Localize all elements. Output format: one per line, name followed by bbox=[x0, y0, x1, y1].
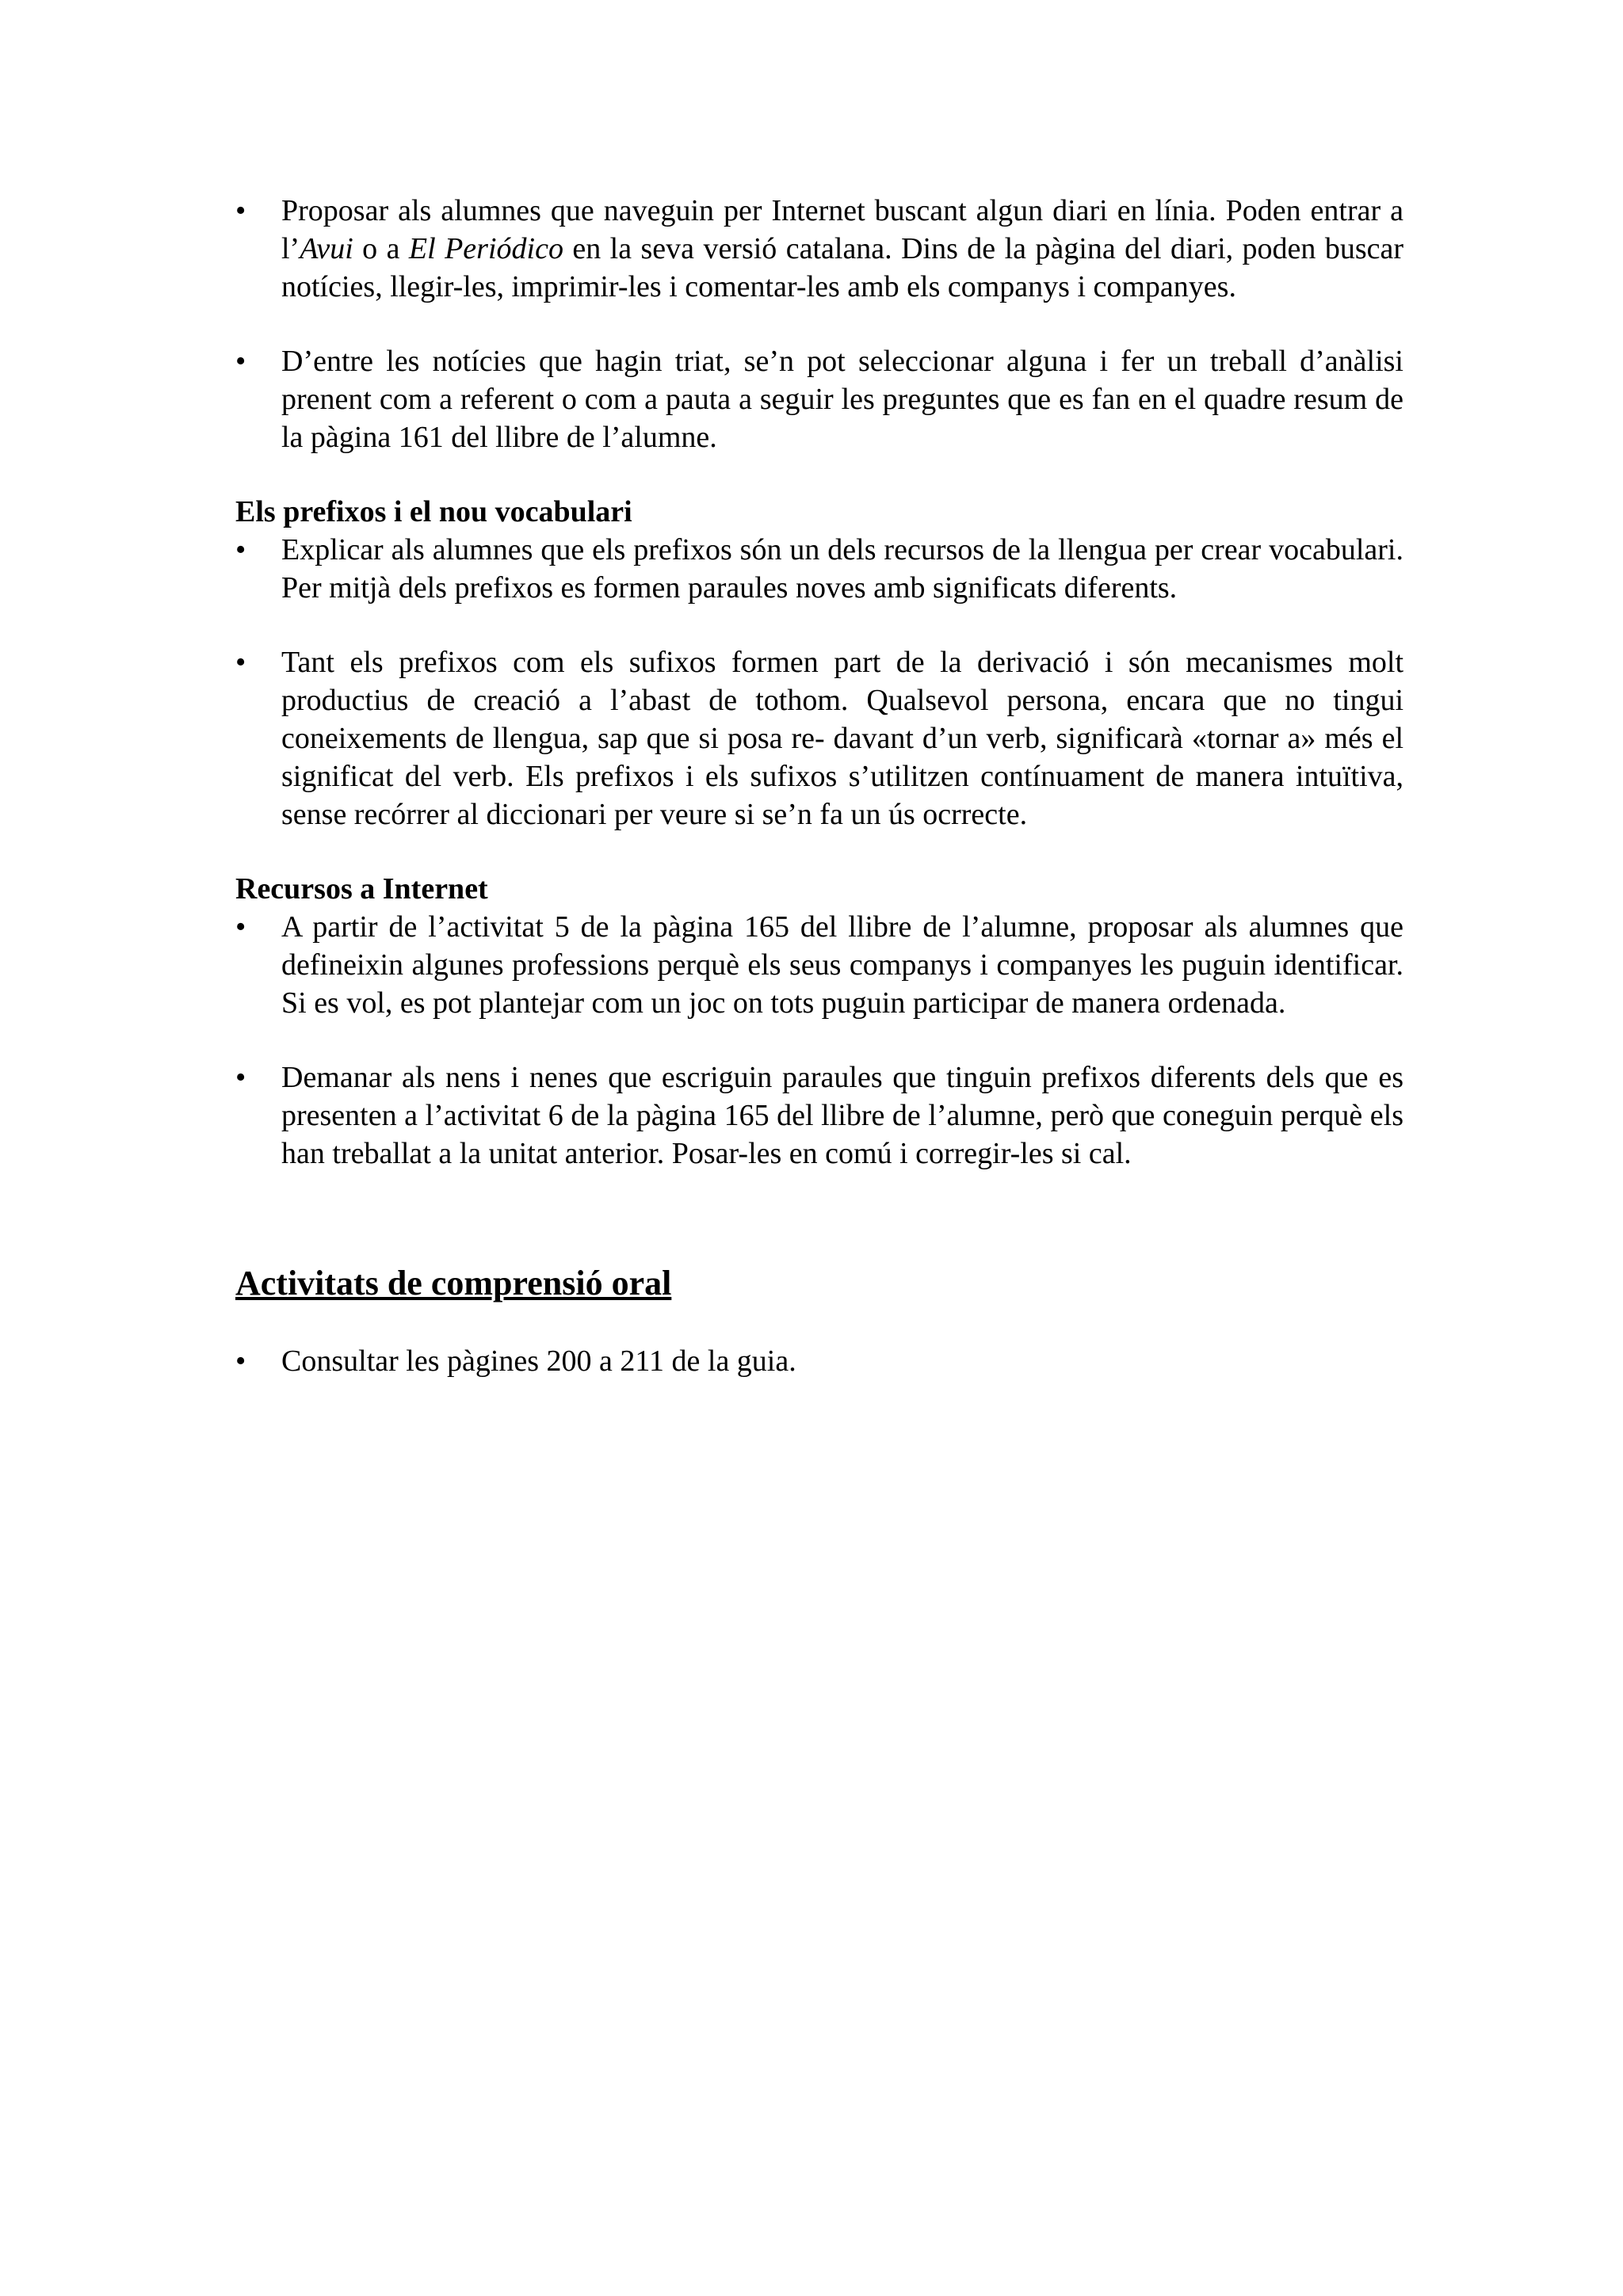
bullet-marker: • bbox=[235, 1344, 246, 1378]
item-text: Consultar les pàgines 200 a 211 de la guia. bbox=[281, 1344, 796, 1378]
list-item bbox=[235, 1058, 1403, 1173]
item-text-part: Proposar als alumnes que naveguin per Internet buscant algun diari en línia. Poden entrar a l’ bbox=[281, 194, 1403, 265]
section-heading-prefixos: Els prefixos i el nou vocabulari bbox=[235, 495, 632, 528]
section-title-comprensio: Activitats de comprensió oral bbox=[235, 1264, 672, 1302]
list-item bbox=[235, 908, 1403, 1022]
item-text-part: o a bbox=[353, 232, 409, 265]
bullet-marker: • bbox=[235, 646, 246, 679]
item-text: Tant els prefixos com els sufixos formen part de la derivació i són mecanismes molt productius de creació a l’abast de tothom. Qualsevol persona, encara que no tingui coneixements de llengua, sap que si posa re- davant d’un verb, significarà «tornar a» més el significat del verb. Els prefixos i els sufixos s’utilitzen contínuament de manera intuïtiva, sense recórrer al diccionari per veure si se’n fa un ús ocrrecte. bbox=[281, 646, 1403, 831]
item-text: Demanar als nens i nenes que escriguin paraules que tinguin prefixos diferents dels que es presenten a l’activitat 6 de la pàgina 165 del llibre de l’alumne, però que coneguin perquè els han treballat a la unitat anterior. Posar-les en comú i corregir-les si cal. bbox=[281, 1061, 1403, 1170]
bullet-marker: • bbox=[235, 910, 246, 944]
newspaper-name-avui: Avui bbox=[300, 232, 353, 265]
bullet-marker: • bbox=[235, 194, 246, 227]
item-text: Explicar als alumnes que els prefixos són un dels recursos de la llengua per crear vocabulari. Per mitjà dels prefixos es formen paraules noves amb significats diferents. bbox=[281, 533, 1403, 605]
list-item bbox=[235, 192, 1403, 306]
item-text: D’entre les notícies que hagin triat, se’n pot seleccionar alguna i fer un treball d’anàlisi prenent com a referent o com a pauta a seguir les preguntes que es fan en el quadre resum de la pàgina 161 del llibre de l’alumne. bbox=[281, 345, 1403, 454]
list-item bbox=[235, 643, 1403, 833]
bullet-marker: • bbox=[235, 1061, 246, 1094]
list-item bbox=[235, 1342, 1403, 1380]
section-heading-recursos: Recursos a Internet bbox=[235, 872, 488, 906]
item-text-part: en la seva versió catalana. Dins de la pàgina del diari, poden buscar notícies, llegir-les, imprimir-les i comentar-les amb els companys i companyes. bbox=[281, 232, 1404, 303]
bullet-marker: • bbox=[235, 345, 246, 378]
list-item bbox=[235, 531, 1403, 607]
bullet-marker: • bbox=[235, 533, 246, 566]
page-content bbox=[235, 192, 1403, 1380]
newspaper-name-el-periodico: El Periódico bbox=[408, 232, 563, 265]
list-item bbox=[235, 342, 1403, 456]
item-text: A partir de l’activitat 5 de la pàgina 165 del llibre de l’alumne, proposar als alumnes que defineixin algunes professions perquè els seus companys i companyes les puguin identificar. Si es vol, es pot plantejar com un joc on tots puguin participar de manera ordenada. bbox=[281, 910, 1403, 1020]
